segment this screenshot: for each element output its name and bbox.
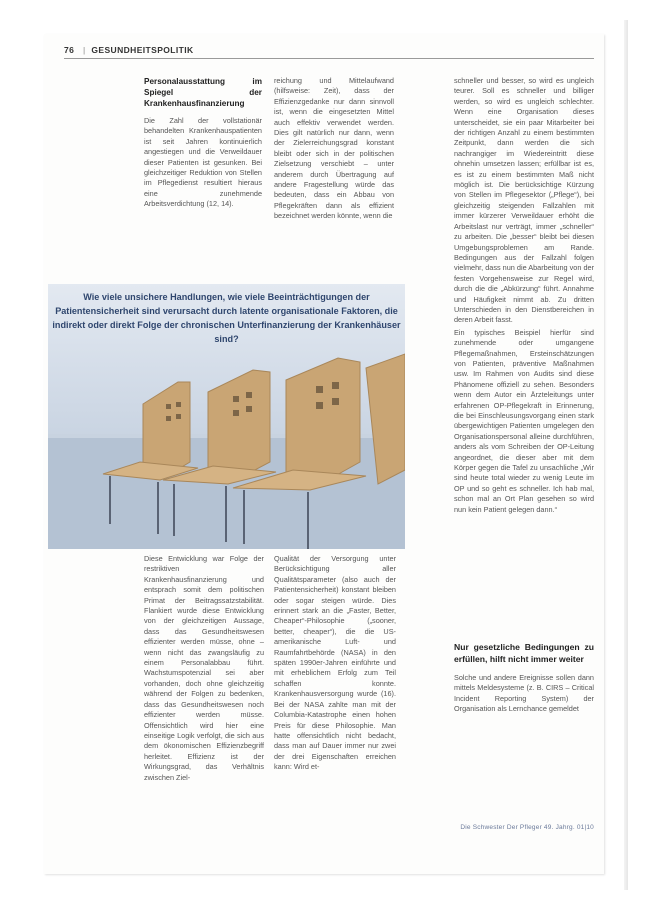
photo-chairs — [48, 284, 405, 549]
column-3-bottom — [454, 634, 594, 819]
column-1-bottom-text: Diese Entwicklung war Folge der restriktiven Krankenhausfinanzierung und entsprach somit dem politischen Primat der Beitragssatzstabilität. Flankiert wurde diese Entwicklung von der gleichzeitigen Aussage, dass das Gesundheitswesen effizienter werden müsse, ohne – wenn nicht das zwangsläufig zu einem Personalabbau führt. Wachstumspotenzial sei aber vorhanden, doch ohne gleichzeitig während der Folgen zu bedenken, dass das Gesundheitswesen noch effizienter werden müsse. Offensichtlich wird hier eine einseitige Logik verfolgt, die sich aus dem ökonomischen Effizienzbegriff herleitet. Effizienz ist der Wirkungsgrad, das Verhältnis zwischen Ziel- — [144, 554, 264, 782]
info-box-text: Die Zahl der vollstationär behandelten Krankenhauspatienten ist seit Jahren kontinuierlich angestiegen und die Verweildauer dieser Patienten ist gesunken. Bei gleichzeitiger Reduktion von Stellen im Pflegedienst resultiert hieraus eine zunehmende Arbeitsverdichtung (12, 14). — [144, 116, 262, 209]
column-3-bottom-text: Solche und andere Ereignisse sollen dann mittels Meldesysteme (z. B. CIRS – Critical Incident Reporting System) der Organisation als Lernchance gemeldet — [454, 673, 594, 714]
subheading: Nur gesetzliche Bedingungen zu erfüllen, hilft nicht immer weiter — [454, 642, 594, 664]
pull-quote: Wie viele unsichere Handlungen, wie viele Beeinträchtigungen der Patientensicherheit sind verursacht durch latente organisationale Faktoren, die indirekt oder direkt Folge der chronischen Unterfinanzierung der Krankenhäuser sind? — [52, 292, 401, 344]
page-fold-shadow — [624, 20, 628, 890]
column-3-top — [454, 76, 594, 596]
header-separator: | — [83, 44, 86, 55]
column-1-bottom — [144, 554, 264, 819]
header-rule — [64, 58, 594, 59]
column-3-top-text: schneller und besser, so wird es ungleich teurer. Soll es schneller und billiger werden, so wird es ungleich schlechter. Wenn eine Organisation dieses unterscheidet, sie ein paar Mitarbeiter bei der richtigen Anzahl zu einem bestimmten Zeitpunkt, dann werden die sich nachrangiger im Wiedereintritt diese ohnehin umsetzen lassen; erfüllbar ist es, es ist zu einem bestimmten Maß nicht möglich ist. Die berücksichtige Kürzung von Stellen im Pflegesektor („Pflege“), bei gleichzeitig steigenden Fallzahlen mit immer kürzerer Verweildauer erhöht die Arbeitslast nur verträgt, immer „schneller“ zu arbeiten. Die „besser“ bleibt bei diesen Umgebungsproblemen am Rande. Bedingungen aus der Fallzahl folgen vielmehr, dass nun die Abarbeitung von der festen Vorgehensweise zur Regel wird, durch die die „Abkürzung“ führt. Annahme und Häufigkeit nimmt ab. Zu dritten Unterschieden in den Dienstbereichen in deren Arbeit fasst. — [454, 76, 594, 325]
page-header — [64, 44, 604, 58]
info-box — [144, 76, 262, 276]
column-2-bottom — [274, 554, 396, 819]
page-footer: Die Schwester Der Pfleger 49. Jahrg. 01|10 — [460, 824, 594, 831]
column-2-top-text: reichung und Mittelaufwand (hilfsweise: Zeit), dass der Effizienzgedanke nur dann sinnvoll ist, wenn die eingesetzten Mittel auch effektiv verwendet werden. Dies gilt natürlich nur dann, wenn der Zielerreichungsgrad konstant bleibt oder sich in der politischen Zielsetzung verschiebt – unter anderem durch Übertragung auf andere Fragestellung würde das bedeuten, dass ein Abbau von Pflegekräften dann als effizient bezeichnet werden könnte, wenn die — [274, 76, 394, 221]
column-2-top — [274, 76, 394, 276]
column-3-mid-text: Ein typisches Beispiel hierfür sind zunehmende oder umgangene Pflegemaßnahmen, Ersteinschätzungen von Patienten, präventive Maßnahmen usw. Im Rahmen von Audits sind diese Phänomene offiziell zu sehen. Besonders wenn dem Autor ein Ärzteleitungs unter erfahrenen OP-Pflegekraft in Erinnerung, die bei Einschleusungsvorgang einen stark übergewichtigen Patienten umgelegen den Organisationspersonal alleine durchführen, anders als vom Schreiben der OP-Leitung angeordnet, die dieser aber mit dem Körper gegen die Tafel zu unsachliche „Wir sind heute total wieder zu wenig Leute im OP und so geht es schneller. Ich hab mal, schon mal an Ort Plan gesehen so wird nun kein Patient gelegen dann.“ — [454, 327, 594, 514]
section-title: GESUNDHEITSPOLITIK — [91, 44, 194, 55]
page-number: 76 — [64, 44, 75, 55]
info-box-title: Personalausstattung im Spiegel der Krankenhausfinanzierung — [144, 77, 262, 108]
magazine-page — [44, 34, 604, 874]
column-2-bottom-text: Qualität der Versorgung unter Berücksichtigung aller Qualitätsparameter (also auch der Patientensicherheit) konstant bleiben oder sogar steigen würde. Dies erinnert stark an die „Faster, Better, Cheaper“-Philosophie („sooner, better, cheaper“), die die US-amerikanische Luft- und Raumfahrtbehörde (NASA) in den späten 1990er-Jahren einführte und mit erheblichem Erfolg zum Teil schaffen konnte. Krankenhausversorgung wurde (16). Bei der NASA zahlte man mit der Columbia-Katastrophe einen hohen Preis für diese Philosophie. Man hatte offensichtlich nicht bedacht, dass man auf Dauer immer nur zwei der drei Eigenschaften erreichen kann: Wird et- — [274, 554, 396, 772]
